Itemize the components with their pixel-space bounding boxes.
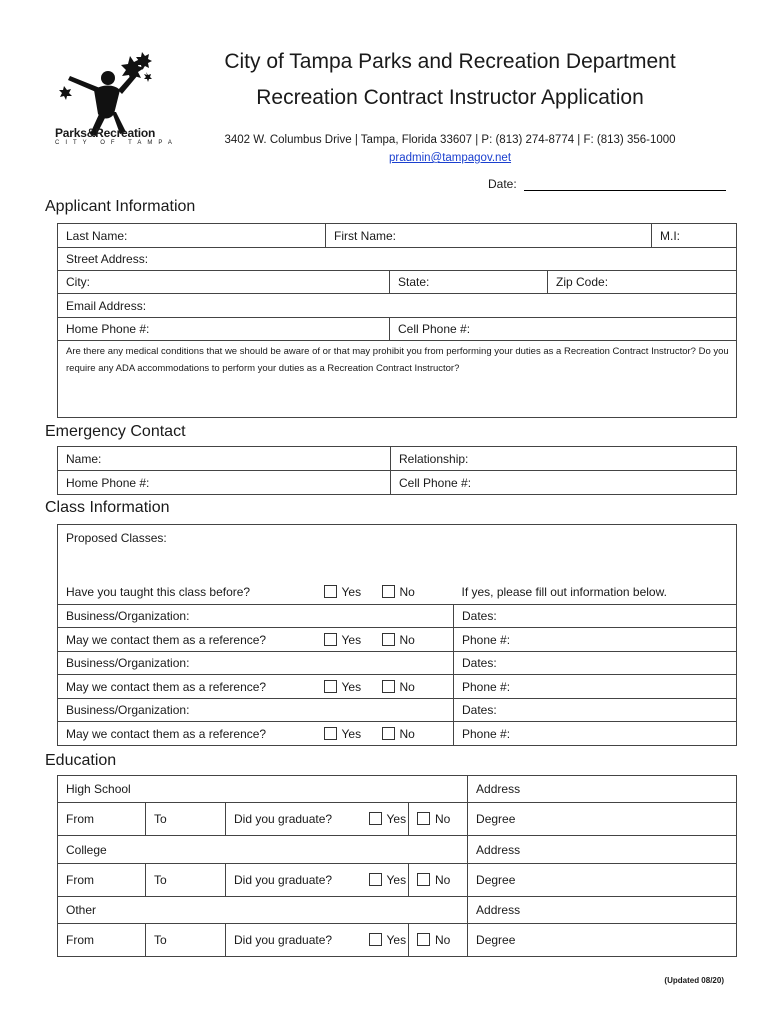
logo-subtext: CITY OF TAMPA [55, 140, 178, 146]
hs-degree-field[interactable]: Degree [468, 803, 737, 836]
phone-field-3[interactable]: Phone #: [454, 722, 737, 746]
other-degree-field[interactable]: Degree [468, 924, 737, 957]
checkbox-icon[interactable] [324, 727, 337, 740]
college-field[interactable]: College [58, 836, 468, 864]
phone-field-1[interactable]: Phone #: [454, 628, 737, 652]
first-name-field[interactable]: First Name: [326, 224, 652, 248]
taught-before-label: Have you taught this class before? [58, 581, 316, 605]
checkbox-icon[interactable] [417, 873, 430, 886]
checkbox-icon[interactable] [382, 633, 395, 646]
business-field-3[interactable]: Business/Organization: [58, 699, 454, 722]
proposed-classes-field[interactable]: Proposed Classes: [58, 525, 737, 581]
hs-graduate-yes[interactable]: Yes [361, 803, 409, 836]
reference-no-3[interactable]: No [374, 722, 454, 746]
logo-text: Parks&Recreation [55, 126, 156, 140]
other-graduate-label: Did you graduate? [226, 924, 361, 957]
checkbox-icon[interactable] [369, 812, 382, 825]
taught-no[interactable]: No [374, 581, 454, 605]
date-field[interactable] [524, 190, 726, 191]
reference-label-1: May we contact them as a reference? [58, 628, 316, 652]
checkbox-icon[interactable] [382, 727, 395, 740]
checkbox-icon[interactable] [369, 873, 382, 886]
business-field-2[interactable]: Business/Organization: [58, 652, 454, 675]
page-title: City of Tampa Parks and Recreation Department [224, 50, 676, 73]
other-field[interactable]: Other [58, 897, 468, 924]
street-address-field[interactable]: Street Address: [58, 248, 737, 271]
emergency-name-field[interactable]: Name: [58, 447, 391, 471]
other-graduate-no[interactable]: No [409, 924, 468, 957]
mi-field[interactable]: M.I: [652, 224, 737, 248]
date-label: Date: [488, 177, 517, 191]
contact-address: 3402 W. Columbus Drive | Tampa, Florida 33607 | P: (813) 274-8774 | F: (813) 356-1000 [224, 134, 676, 146]
checkbox-icon[interactable] [324, 585, 337, 598]
hs-to-field[interactable]: To [146, 803, 226, 836]
high-school-field[interactable]: High School [58, 776, 468, 803]
state-field[interactable]: State: [390, 271, 548, 294]
taught-yes[interactable]: Yes [316, 581, 374, 605]
section-class-heading: Class Information [45, 499, 170, 516]
relationship-field[interactable]: Relationship: [391, 447, 737, 471]
reference-yes-1[interactable]: Yes [316, 628, 374, 652]
home-phone-field[interactable]: Home Phone #: [58, 318, 390, 341]
reference-yes-3[interactable]: Yes [316, 722, 374, 746]
business-field-1[interactable]: Business/Organization: [58, 605, 454, 628]
last-name-field[interactable]: Last Name: [58, 224, 326, 248]
reference-no-2[interactable]: No [374, 675, 454, 699]
hs-graduate-label: Did you graduate? [226, 803, 361, 836]
reference-no-1[interactable]: No [374, 628, 454, 652]
college-degree-field[interactable]: Degree [468, 864, 737, 897]
emergency-cell-phone-field[interactable]: Cell Phone #: [391, 471, 737, 495]
reference-yes-2[interactable]: Yes [316, 675, 374, 699]
page-subtitle: Recreation Contract Instructor Application [256, 86, 644, 109]
dates-field-2[interactable]: Dates: [454, 652, 737, 675]
college-graduate-no[interactable]: No [409, 864, 468, 897]
college-address-field[interactable]: Address [468, 836, 737, 864]
emergency-table [57, 446, 737, 495]
emergency-home-phone-field[interactable]: Home Phone #: [58, 471, 391, 495]
college-graduate-yes[interactable]: Yes [361, 864, 409, 897]
applicant-table [57, 223, 737, 418]
checkbox-icon[interactable] [382, 585, 395, 598]
email-field[interactable]: Email Address: [58, 294, 737, 318]
other-from-field[interactable]: From [58, 924, 146, 957]
checkbox-icon[interactable] [417, 812, 430, 825]
checkbox-icon[interactable] [417, 933, 430, 946]
medical-conditions-field[interactable]: Are there any medical conditions that we should be aware of or that may prohibit you from performing your duties as a Recreation Contract Instructor? Do you require any ADA accommodations to perform your duties as a Recreation Contract Instructor? [58, 341, 737, 418]
education-table [57, 775, 737, 957]
other-address-field[interactable]: Address [468, 897, 737, 924]
dates-field-1[interactable]: Dates: [454, 605, 737, 628]
if-yes-note: If yes, please fill out information below. [454, 581, 737, 605]
reference-label-3: May we contact them as a reference? [58, 722, 316, 746]
city-field[interactable]: City: [58, 271, 390, 294]
other-graduate-yes[interactable]: Yes [361, 924, 409, 957]
email-link[interactable]: pradmin@tampagov.net [388, 152, 512, 164]
class-table [57, 524, 737, 746]
updated-note: (Updated 08/20) [664, 976, 724, 985]
checkbox-icon[interactable] [369, 933, 382, 946]
hs-graduate-no[interactable]: No [409, 803, 468, 836]
college-from-field[interactable]: From [58, 864, 146, 897]
college-graduate-label: Did you graduate? [226, 864, 361, 897]
other-to-field[interactable]: To [146, 924, 226, 957]
checkbox-icon[interactable] [324, 680, 337, 693]
checkbox-icon[interactable] [324, 633, 337, 646]
high-school-address-field[interactable]: Address [468, 776, 737, 803]
section-applicant-heading: Applicant Information [45, 198, 196, 215]
section-emergency-heading: Emergency Contact [45, 423, 186, 440]
hs-from-field[interactable]: From [58, 803, 146, 836]
cell-phone-field[interactable]: Cell Phone #: [390, 318, 737, 341]
checkbox-icon[interactable] [382, 680, 395, 693]
dates-field-3[interactable]: Dates: [454, 699, 737, 722]
reference-label-2: May we contact them as a reference? [58, 675, 316, 699]
phone-field-2[interactable]: Phone #: [454, 675, 737, 699]
zip-field[interactable]: Zip Code: [548, 271, 737, 294]
college-to-field[interactable]: To [146, 864, 226, 897]
section-education-heading: Education [45, 752, 117, 769]
